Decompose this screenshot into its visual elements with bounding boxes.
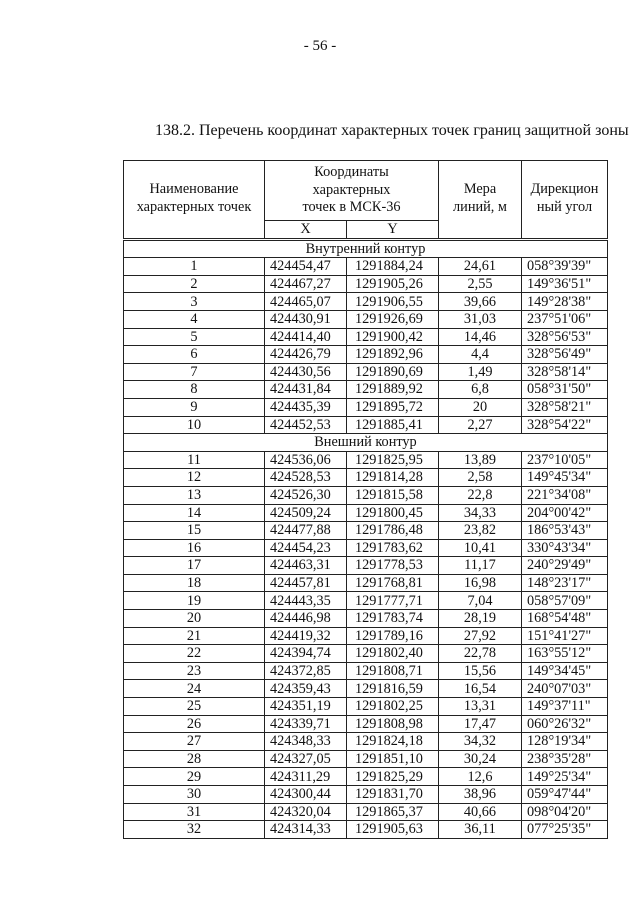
header-y: Y xyxy=(347,221,439,240)
y-coordinate-cell: 1291905,26 xyxy=(347,275,439,293)
header-measure: Мера линий, м xyxy=(439,161,522,240)
table-row xyxy=(124,803,608,821)
point-number-cell: 11 xyxy=(124,451,265,469)
line-measure-cell: 34,32 xyxy=(439,733,522,751)
table-row xyxy=(124,821,608,839)
direction-angle-cell: 060°26'32" xyxy=(522,715,608,733)
line-measure-cell: 10,41 xyxy=(439,539,522,557)
y-coordinate-cell: 1291783,62 xyxy=(347,539,439,557)
line-measure-cell: 2,55 xyxy=(439,275,522,293)
direction-angle-cell: 221°34'08" xyxy=(522,486,608,504)
table-row xyxy=(124,416,608,434)
line-measure-cell: 34,33 xyxy=(439,504,522,522)
line-measure-cell: 14,46 xyxy=(439,328,522,346)
line-measure-cell: 2,27 xyxy=(439,416,522,434)
direction-angle-cell: 148°23'17" xyxy=(522,574,608,592)
line-measure-cell: 22,8 xyxy=(439,486,522,504)
table-row xyxy=(124,469,608,487)
table-row xyxy=(124,680,608,698)
y-coordinate-cell: 1291825,29 xyxy=(347,768,439,786)
table-row xyxy=(124,293,608,311)
x-coordinate-cell: 424394,74 xyxy=(265,645,347,663)
table-row xyxy=(124,310,608,328)
header-coordinates: Координаты характерных точек в МСК-36 xyxy=(265,161,439,221)
direction-angle-cell: 149°25'34" xyxy=(522,768,608,786)
x-coordinate-cell: 424509,24 xyxy=(265,504,347,522)
header-x: X xyxy=(265,221,347,240)
y-coordinate-cell: 1291816,59 xyxy=(347,680,439,698)
x-coordinate-cell: 424454,47 xyxy=(265,258,347,276)
direction-angle-cell: 237°10'05" xyxy=(522,451,608,469)
x-coordinate-cell: 424426,79 xyxy=(265,346,347,364)
y-coordinate-cell: 1291777,71 xyxy=(347,592,439,610)
direction-angle-cell: 149°36'51" xyxy=(522,275,608,293)
table-row xyxy=(124,733,608,751)
point-number-cell: 27 xyxy=(124,733,265,751)
x-coordinate-cell: 424430,91 xyxy=(265,310,347,328)
x-coordinate-cell: 424463,31 xyxy=(265,557,347,575)
table-row xyxy=(124,522,608,540)
direction-angle-cell: 149°45'34" xyxy=(522,469,608,487)
y-coordinate-cell: 1291865,37 xyxy=(347,803,439,821)
table-row xyxy=(124,610,608,628)
point-number-cell: 17 xyxy=(124,557,265,575)
point-number-cell: 12 xyxy=(124,469,265,487)
point-number-cell: 30 xyxy=(124,786,265,804)
line-measure-cell: 28,19 xyxy=(439,610,522,628)
point-number-cell: 13 xyxy=(124,486,265,504)
x-coordinate-cell: 424443,35 xyxy=(265,592,347,610)
table-row xyxy=(124,539,608,557)
page-number: - 56 - xyxy=(303,38,337,54)
direction-angle-cell: 077°25'35" xyxy=(522,821,608,839)
y-coordinate-cell: 1291783,74 xyxy=(347,610,439,628)
x-coordinate-cell: 424435,39 xyxy=(265,398,347,416)
y-coordinate-cell: 1291800,45 xyxy=(347,504,439,522)
line-measure-cell: 2,58 xyxy=(439,469,522,487)
line-measure-cell: 13,31 xyxy=(439,698,522,716)
direction-angle-cell: 059°47'44" xyxy=(522,786,608,804)
line-measure-cell: 20 xyxy=(439,398,522,416)
x-coordinate-cell: 424446,98 xyxy=(265,610,347,628)
point-number-cell: 4 xyxy=(124,310,265,328)
x-coordinate-cell: 424372,85 xyxy=(265,662,347,680)
x-coordinate-cell: 424314,33 xyxy=(265,821,347,839)
table-row xyxy=(124,486,608,504)
y-coordinate-cell: 1291895,72 xyxy=(347,398,439,416)
point-number-cell: 26 xyxy=(124,715,265,733)
x-coordinate-cell: 424457,81 xyxy=(265,574,347,592)
x-coordinate-cell: 424339,71 xyxy=(265,715,347,733)
x-coordinate-cell: 424430,56 xyxy=(265,363,347,381)
line-measure-cell: 13,89 xyxy=(439,451,522,469)
direction-angle-cell: 058°57'09" xyxy=(522,592,608,610)
coordinates-table xyxy=(123,160,608,839)
direction-angle-cell: 163°55'12" xyxy=(522,645,608,663)
table-row xyxy=(124,768,608,786)
y-coordinate-cell: 1291808,98 xyxy=(347,715,439,733)
point-number-cell: 6 xyxy=(124,346,265,364)
table-row xyxy=(124,398,608,416)
x-coordinate-cell: 424528,53 xyxy=(265,469,347,487)
x-coordinate-cell: 424477,88 xyxy=(265,522,347,540)
y-coordinate-cell: 1291900,42 xyxy=(347,328,439,346)
line-measure-cell: 17,47 xyxy=(439,715,522,733)
direction-angle-cell: 128°19'34" xyxy=(522,733,608,751)
x-coordinate-cell: 424351,19 xyxy=(265,698,347,716)
point-number-cell: 10 xyxy=(124,416,265,434)
table-row xyxy=(124,504,608,522)
table-row xyxy=(124,346,608,364)
table-row xyxy=(124,627,608,645)
direction-angle-cell: 238°35'28" xyxy=(522,750,608,768)
x-coordinate-cell: 424320,04 xyxy=(265,803,347,821)
point-number-cell: 19 xyxy=(124,592,265,610)
point-number-cell: 14 xyxy=(124,504,265,522)
direction-angle-cell: 328°56'53" xyxy=(522,328,608,346)
y-coordinate-cell: 1291786,48 xyxy=(347,522,439,540)
point-number-cell: 15 xyxy=(124,522,265,540)
point-number-cell: 25 xyxy=(124,698,265,716)
table-row xyxy=(124,381,608,399)
line-measure-cell: 39,66 xyxy=(439,293,522,311)
line-measure-cell: 31,03 xyxy=(439,310,522,328)
point-number-cell: 16 xyxy=(124,539,265,557)
point-number-cell: 24 xyxy=(124,680,265,698)
line-measure-cell: 12,6 xyxy=(439,768,522,786)
direction-angle-cell: 058°39'39" xyxy=(522,258,608,276)
y-coordinate-cell: 1291802,25 xyxy=(347,698,439,716)
line-measure-cell: 1,49 xyxy=(439,363,522,381)
table-row xyxy=(124,258,608,276)
y-coordinate-cell: 1291889,92 xyxy=(347,381,439,399)
table-row xyxy=(124,698,608,716)
point-number-cell: 8 xyxy=(124,381,265,399)
line-measure-cell: 22,78 xyxy=(439,645,522,663)
section-title: Внешний контур xyxy=(124,434,608,452)
point-number-cell: 18 xyxy=(124,574,265,592)
point-number-cell: 31 xyxy=(124,803,265,821)
direction-angle-cell: 237°51'06" xyxy=(522,310,608,328)
direction-angle-cell: 328°56'49" xyxy=(522,346,608,364)
point-number-cell: 23 xyxy=(124,662,265,680)
point-number-cell: 29 xyxy=(124,768,265,786)
x-coordinate-cell: 424327,05 xyxy=(265,750,347,768)
section-heading: 138.2. Перечень координат характерных точек границ защитной зоны xyxy=(155,122,629,139)
table-row xyxy=(124,592,608,610)
direction-angle-cell: 186°53'43" xyxy=(522,522,608,540)
y-coordinate-cell: 1291808,71 xyxy=(347,662,439,680)
line-measure-cell: 27,92 xyxy=(439,627,522,645)
y-coordinate-cell: 1291825,95 xyxy=(347,451,439,469)
direction-angle-cell: 330°43'34" xyxy=(522,539,608,557)
line-measure-cell: 6,8 xyxy=(439,381,522,399)
line-measure-cell: 7,04 xyxy=(439,592,522,610)
y-coordinate-cell: 1291824,18 xyxy=(347,733,439,751)
y-coordinate-cell: 1291890,69 xyxy=(347,363,439,381)
direction-angle-cell: 240°07'03" xyxy=(522,680,608,698)
line-measure-cell: 36,11 xyxy=(439,821,522,839)
y-coordinate-cell: 1291778,53 xyxy=(347,557,439,575)
direction-angle-cell: 328°58'21" xyxy=(522,398,608,416)
line-measure-cell: 15,56 xyxy=(439,662,522,680)
x-coordinate-cell: 424348,33 xyxy=(265,733,347,751)
direction-angle-cell: 240°29'49" xyxy=(522,557,608,575)
table-row xyxy=(124,715,608,733)
header-angle: Дирекцион ный угол xyxy=(522,161,608,240)
point-number-cell: 21 xyxy=(124,627,265,645)
x-coordinate-cell: 424414,40 xyxy=(265,328,347,346)
y-coordinate-cell: 1291885,41 xyxy=(347,416,439,434)
point-number-cell: 32 xyxy=(124,821,265,839)
table-row xyxy=(124,363,608,381)
table-row xyxy=(124,662,608,680)
direction-angle-cell: 149°28'38" xyxy=(522,293,608,311)
y-coordinate-cell: 1291814,28 xyxy=(347,469,439,487)
line-measure-cell: 16,98 xyxy=(439,574,522,592)
y-coordinate-cell: 1291802,40 xyxy=(347,645,439,663)
line-measure-cell: 16,54 xyxy=(439,680,522,698)
y-coordinate-cell: 1291831,70 xyxy=(347,786,439,804)
section-title: Внутренний контур xyxy=(124,239,608,258)
y-coordinate-cell: 1291892,96 xyxy=(347,346,439,364)
x-coordinate-cell: 424300,44 xyxy=(265,786,347,804)
x-coordinate-cell: 424526,30 xyxy=(265,486,347,504)
y-coordinate-cell: 1291789,16 xyxy=(347,627,439,645)
x-coordinate-cell: 424452,53 xyxy=(265,416,347,434)
y-coordinate-cell: 1291906,55 xyxy=(347,293,439,311)
x-coordinate-cell: 424454,23 xyxy=(265,539,347,557)
x-coordinate-cell: 424465,07 xyxy=(265,293,347,311)
y-coordinate-cell: 1291926,69 xyxy=(347,310,439,328)
table-row xyxy=(124,786,608,804)
table-row xyxy=(124,451,608,469)
point-number-cell: 7 xyxy=(124,363,265,381)
direction-angle-cell: 328°58'14" xyxy=(522,363,608,381)
x-coordinate-cell: 424467,27 xyxy=(265,275,347,293)
table-row xyxy=(124,275,608,293)
line-measure-cell: 38,96 xyxy=(439,786,522,804)
table-row xyxy=(124,750,608,768)
line-measure-cell: 30,24 xyxy=(439,750,522,768)
table-row xyxy=(124,645,608,663)
x-coordinate-cell: 424311,29 xyxy=(265,768,347,786)
y-coordinate-cell: 1291851,10 xyxy=(347,750,439,768)
y-coordinate-cell: 1291884,24 xyxy=(347,258,439,276)
point-number-cell: 20 xyxy=(124,610,265,628)
line-measure-cell: 11,17 xyxy=(439,557,522,575)
direction-angle-cell: 168°54'48" xyxy=(522,610,608,628)
header-point-name: Наименование характерных точек xyxy=(124,161,265,240)
table-row xyxy=(124,574,608,592)
x-coordinate-cell: 424419,32 xyxy=(265,627,347,645)
direction-angle-cell: 149°34'45" xyxy=(522,662,608,680)
direction-angle-cell: 204°00'42" xyxy=(522,504,608,522)
point-number-cell: 9 xyxy=(124,398,265,416)
table-row xyxy=(124,557,608,575)
y-coordinate-cell: 1291815,58 xyxy=(347,486,439,504)
direction-angle-cell: 151°41'27" xyxy=(522,627,608,645)
x-coordinate-cell: 424359,43 xyxy=(265,680,347,698)
line-measure-cell: 23,82 xyxy=(439,522,522,540)
point-number-cell: 22 xyxy=(124,645,265,663)
line-measure-cell: 24,61 xyxy=(439,258,522,276)
point-number-cell: 3 xyxy=(124,293,265,311)
direction-angle-cell: 058°31'50" xyxy=(522,381,608,399)
point-number-cell: 28 xyxy=(124,750,265,768)
point-number-cell: 2 xyxy=(124,275,265,293)
x-coordinate-cell: 424431,84 xyxy=(265,381,347,399)
point-number-cell: 1 xyxy=(124,258,265,276)
direction-angle-cell: 098°04'20" xyxy=(522,803,608,821)
direction-angle-cell: 149°37'11" xyxy=(522,698,608,716)
line-measure-cell: 4,4 xyxy=(439,346,522,364)
x-coordinate-cell: 424536,06 xyxy=(265,451,347,469)
y-coordinate-cell: 1291768,81 xyxy=(347,574,439,592)
direction-angle-cell: 328°54'22" xyxy=(522,416,608,434)
point-number-cell: 5 xyxy=(124,328,265,346)
y-coordinate-cell: 1291905,63 xyxy=(347,821,439,839)
line-measure-cell: 40,66 xyxy=(439,803,522,821)
table-row xyxy=(124,328,608,346)
